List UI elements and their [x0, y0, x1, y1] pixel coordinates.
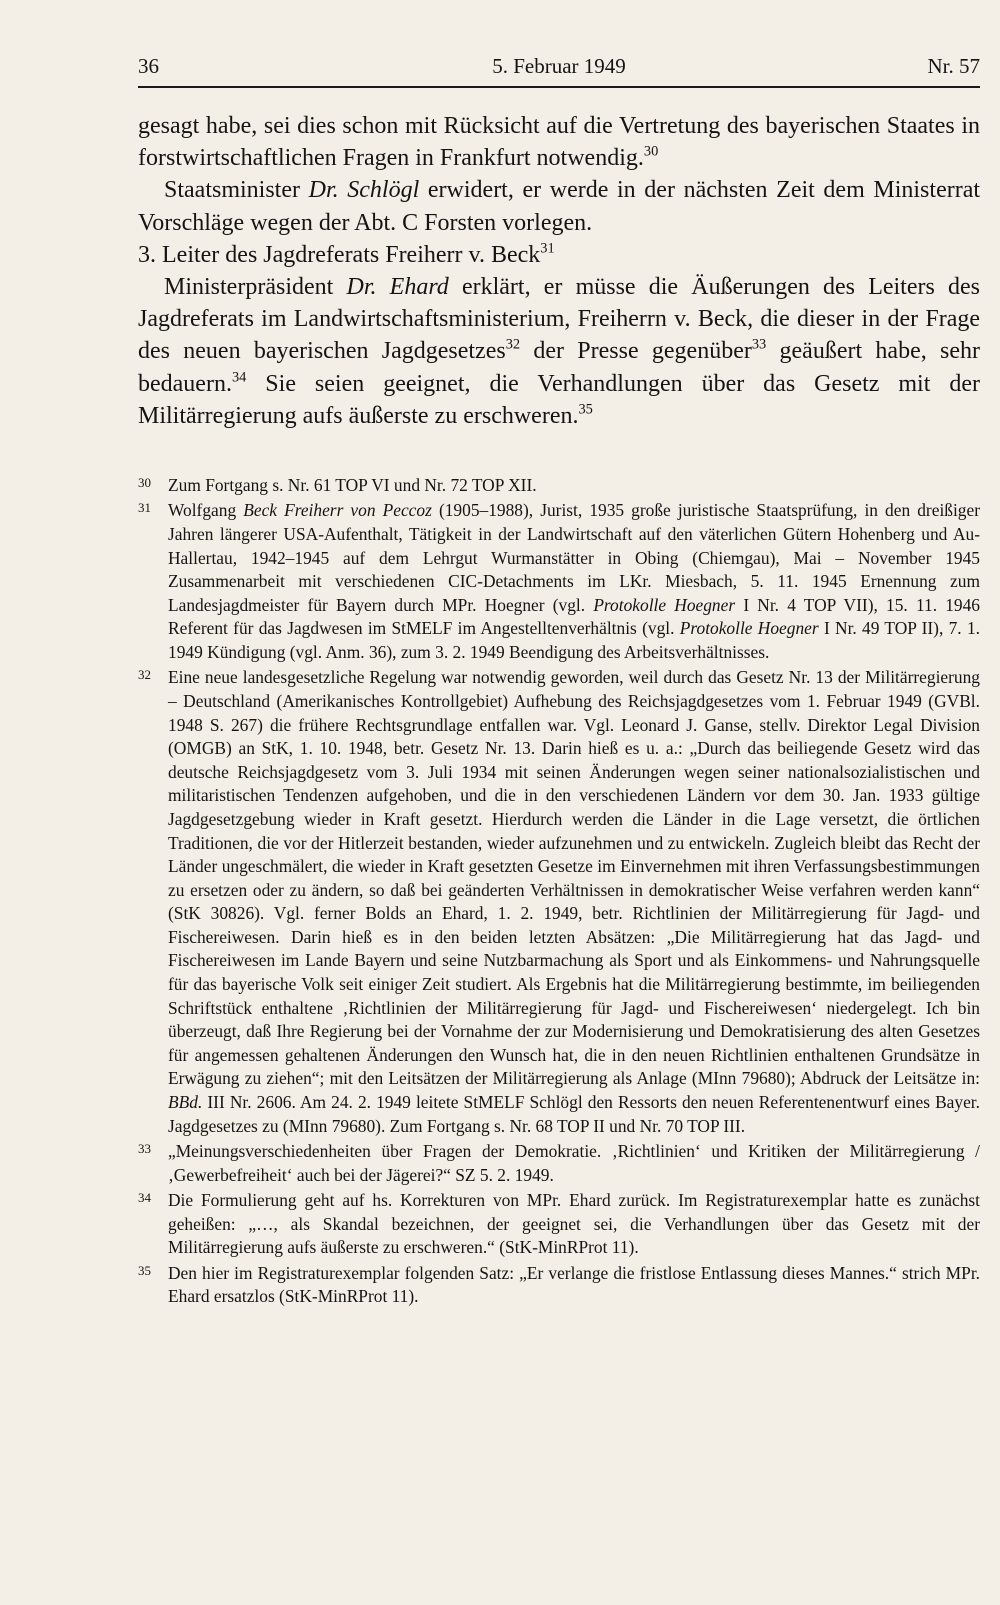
- header-date: 5. Februar 1949: [492, 54, 626, 78]
- footnote-reference: 33: [751, 337, 767, 354]
- text-run: geäußert habe, sehr bedauern.: [138, 338, 980, 397]
- text-run: Ministerpräsident: [164, 274, 347, 301]
- footnote-31: [138, 499, 980, 664]
- running-header: [138, 54, 980, 90]
- italic-name: Protokolle Hoegner: [679, 618, 819, 639]
- text-run: Sie seien geeignet, die Verhandlungen über das Gesetz mit der Militärregierung aufs äußerste zu erschweren.: [138, 370, 980, 429]
- footnote-number: 33: [138, 1141, 151, 1157]
- italic-name: Dr. Ehard: [346, 274, 449, 301]
- italic-name: Dr. Schlögl: [308, 177, 420, 204]
- section-heading: [138, 239, 980, 271]
- footnote-number: 35: [138, 1262, 151, 1278]
- footnote-reference: 35: [578, 401, 593, 418]
- text-run: erwidert, er werde in der nächsten Zeit dem Ministerrat Vorschläge wegen der Abt. C Forsten vorlegen.: [138, 177, 981, 236]
- footnote-number: 31: [138, 500, 151, 516]
- footnote-text: [168, 1140, 980, 1187]
- footnote-text: [168, 474, 980, 498]
- body-paragraph: [138, 110, 980, 174]
- body-paragraph: [138, 174, 980, 238]
- protocol-number: Nr. 57: [927, 54, 980, 78]
- text-run: Staatsminister: [164, 177, 309, 204]
- header-rule: [138, 86, 980, 88]
- footnotes: [138, 474, 980, 1311]
- footnote-number: 32: [138, 667, 151, 683]
- italic-name: BBd.: [168, 1092, 203, 1113]
- page-number: 36: [138, 54, 159, 78]
- footnote-35: [138, 1262, 980, 1309]
- footnote-33: [138, 1140, 980, 1187]
- text-run: I Nr. 49 TOP II), 7. 1. 1949 Kündigung (vgl. Anm. 36), zum 3. 2. 1949 Beendigung des Arbeitsverhältnisses.: [168, 618, 980, 662]
- italic-name: Beck Freiherr von Peccoz: [243, 500, 432, 521]
- footnote-reference: 31: [540, 240, 555, 257]
- footnote-reference: 30: [643, 143, 659, 160]
- footnote-reference: 34: [231, 369, 247, 386]
- text-run: Die Formulierung geht auf hs. Korrekturen von MPr. Ehard zurück. Im Registraturexemplar hatte es zunächst geheißen: „…, als Skandal bezeichnen, der geeignet sei, die Verhandlungen über das Gesetz mit der Militärregierung aufs äußerste zu erschweren.“ (StK-MinRProt 11).: [168, 1190, 980, 1258]
- body-paragraph: [138, 271, 980, 432]
- footnote-text: [168, 1262, 980, 1309]
- text-run: Zum Fortgang s. Nr. 61 TOP VI und Nr. 72 TOP XII.: [168, 475, 537, 495]
- footnote-reference: 32: [505, 337, 521, 354]
- footnote-number: 30: [138, 475, 151, 490]
- text-run: gesagt habe, sei dies schon mit Rücksicht auf die Vertretung des bayerischen Staates in forstwirtschaftlichen Fragen in Frankfurt notwendig.: [138, 113, 980, 172]
- footnote-text: [168, 1189, 980, 1260]
- text-run: erklärt, er müsse die Äußerungen des Leiters des Jagdreferats im Landwirtschaftsministerium, Freiherrn v. Beck, die dieser in der Frage des neuen bayerischen Jagdgesetzes: [138, 274, 980, 365]
- text-run: Wolfgang: [168, 500, 244, 521]
- footnote-text: [168, 499, 980, 664]
- text-run: Eine neue landesgesetzliche Regelung war notwendig geworden, weil durch das Gesetz Nr. 13 der Militärregierung – Deutschland (Amerikanisches Kontrollgebiet) Aufhebung des Reichsjagdgesetzes vom 1. Februar 1949 (GVBl. 1948 S. 267) die frühere Rechtsgrundlage entfallen war. Vgl. Leonard J. Ganse, stellv. Direktor Legal Division (OMGB) an StK, 1. 10. 1948, betr. Gesetz Nr. 13. Darin hieß es u. a.: „Durch das beiliegende Gesetz wird das deutsche Reichsjagdgesetz vom 3. Juli 1934 mit seinen Änderungen wegen seiner nationalsozialistischen und militaristischen Tendenzen aufgehoben, und die in den verschiedenen Ländern vor dem 30. Jan. 1933 gültige Jagdgesetzgebung wieder in Kraft gesetzt. Hierdurch werden die Länder in die Lage versetzt, die örtlichen Traditionen, die vor der Hitlerzeit bestanden, wieder aufzunehmen und zu entwickeln. Zugleich bleibt das Recht der Länder ungeschmälert, die wieder in Kraft gesetzten Gesetze im Einvernehmen mit ihren Verfassungsbestimmungen zu ersetzen oder zu ändern, so daß bei geänderten Verhältnissen in demokratischer Weise verfahren werden kann“ (StK 30826). Vgl. ferner Bolds an Ehard, 1. 2. 1949, betr. Richtlinien der Militärregierung für Jagd- und Fischereiwesen. Darin hieß es in den beiden letzten Absätzen: „Die Militärregierung hat das Jagd- und Fischereiwesen im Lande Bayern und seine Nutzbarmachung als Sport und als Einkommens- und Nahrungsquelle für das bayerische Volk seit einiger Zeit studiert. Als Ergebnis hat die Militärregierung bestimmte, im beiliegenden Schriftstück enthaltene ‚Richtlinien der Militärregierung für Jagd- und Fischereiwesen‘ niedergelegt. Ich bin überzeugt, daß Ihre Regierung bei der Vornahme der zur Modernisierung und Demokratisierung des alten Gesetzes für angemessen gehaltenen Änderungen den Wunsch hat, die in den neuen Richtlinien enthaltenen Grundsätze in Erwägung zu ziehen“; mit den Leitsätzen der Militärregierung als Anlage (MInn 79680); Abdruck der Leitsätze in:: [168, 667, 980, 1089]
- text-run: Den hier im Registraturexemplar folgenden Satz: „Er verlange die fristlose Entlassung dieses Mannes.“ strich MPr. Ehard ersatzlos (StK-MinRProt 11).: [168, 1262, 980, 1307]
- footnote-32: [138, 666, 980, 1138]
- footnote-number: 34: [138, 1190, 151, 1205]
- text-run: I Nr. 4 TOP VII), 15. 11. 1946 Referent für das Jagdwesen im StMELF im Angestelltenverhältnis (vgl.: [168, 594, 981, 639]
- footnote-text: [168, 666, 980, 1138]
- footnote-34: [138, 1189, 980, 1260]
- text-run: „Meinungsverschiedenheiten über Fragen der Demokratie. ‚Richtlinien‘ und Kritiken der Militärregierung / ‚Gewerbefreiheit‘ auch bei der Jägerei?“ SZ 5. 2. 1949.: [168, 1141, 980, 1185]
- text-run: (1905–1988), Jurist, 1935 große juristische Staatsprüfung, in den dreißiger Jahren längerer USA-Aufenthalt, Tätigkeit in der Landwirtschaft auf den väterlichen Gütern Hohenberg und Au-Hallertau, 1942–1945 auf dem Lehrgut Wurmanstätter in Obing (Chiemgau), Mai – November 1945 Zusammenarbeit mit verschiedenen CIC-Detachments im LKr. Miesbach, 5. 11. 1945 Ernennung zum Landesjagdmeister für Bayern durch MPr. Hoegner (vgl.: [168, 500, 981, 615]
- text-run: der Presse gegenüber: [520, 338, 752, 365]
- text-run: III Nr. 2606. Am 24. 2. 1949 leitete StMELF Schlögl den Ressorts den neuen Referentenentwurf eines Bayer. Jagdgesetzes zu (MInn 79680). Zum Fortgang s. Nr. 68 TOP II und Nr. 70 TOP III.: [168, 1092, 980, 1136]
- footnote-30: [138, 474, 980, 498]
- text-run: 3. Leiter des Jagdreferats Freiherr v. Beck: [138, 241, 541, 268]
- italic-name: Protokolle Hoegner: [593, 594, 736, 615]
- main-text: [138, 110, 980, 432]
